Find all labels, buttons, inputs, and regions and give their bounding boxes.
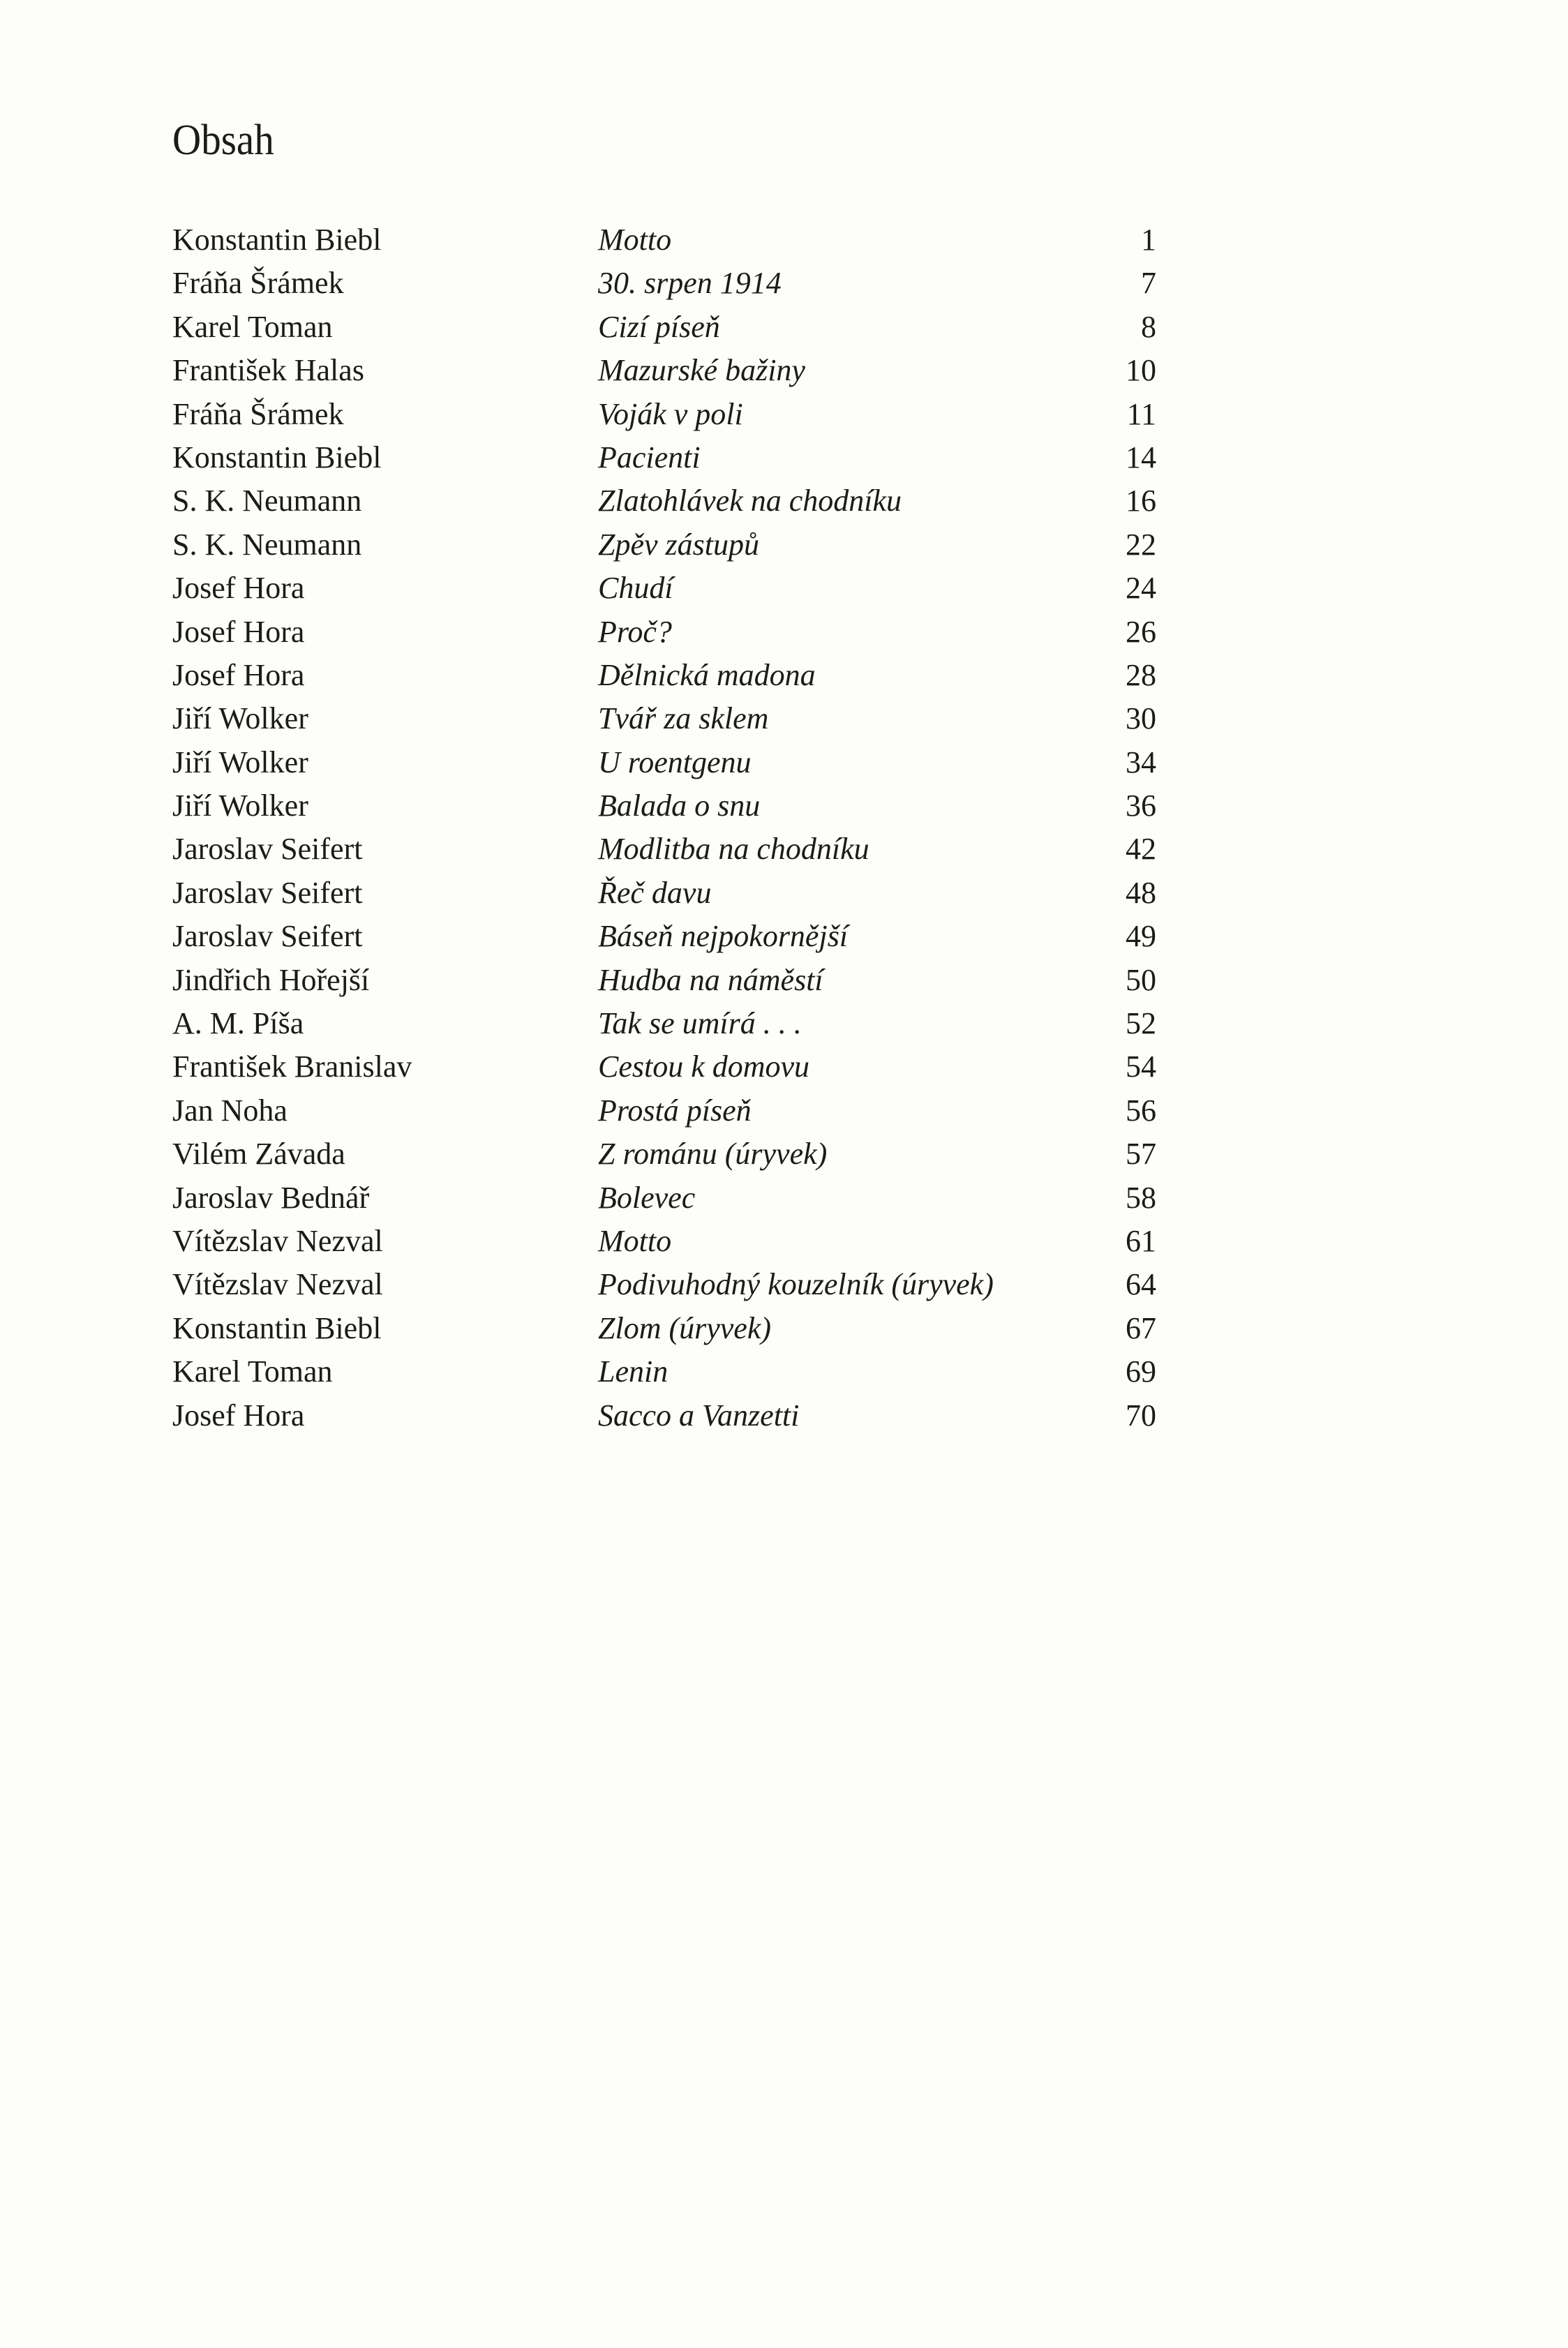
toc-author: František Branislav	[172, 1049, 412, 1084]
toc-poem-title: Motto	[598, 1223, 672, 1258]
toc-author: Josef Hora	[172, 614, 305, 649]
toc-entry	[172, 262, 1156, 305]
toc-page-number: 16	[1126, 484, 1156, 518]
toc-entry	[172, 523, 1156, 567]
toc-entry	[172, 393, 1156, 436]
toc-author: Vítězslav Nezval	[172, 1267, 383, 1302]
toc-entry	[172, 1350, 1156, 1393]
toc-page-number: 8	[1141, 309, 1156, 344]
toc-author: Jaroslav Seifert	[172, 875, 363, 910]
toc-author: Fráňa Šrámek	[172, 396, 344, 431]
toc-page-number: 11	[1126, 396, 1156, 431]
toc-author: Josef Hora	[172, 571, 305, 606]
toc-page-number: 52	[1126, 1006, 1156, 1041]
toc-author: Vilém Závada	[172, 1137, 345, 1172]
toc-author: Jiří Wolker	[172, 745, 308, 779]
toc-poem-title: Dělnická madona	[598, 657, 816, 692]
toc-page-number: 24	[1126, 571, 1156, 606]
toc-entry	[172, 915, 1156, 958]
toc-author: Konstantin Biebl	[172, 440, 382, 474]
toc-poem-title: Chudí	[598, 571, 673, 606]
toc-page-number: 70	[1126, 1398, 1156, 1433]
toc-author: Karel Toman	[172, 309, 333, 344]
toc-entry	[172, 1089, 1156, 1132]
toc-entry	[172, 479, 1156, 523]
toc-entry	[172, 1132, 1156, 1176]
toc-page-number: 36	[1126, 788, 1156, 823]
toc-page-number: 26	[1126, 614, 1156, 649]
page-title: Obsah	[172, 117, 274, 164]
toc-author: Jaroslav Seifert	[172, 832, 363, 867]
toc-poem-title: U roentgenu	[598, 745, 752, 779]
toc-poem-title: Zlom (úryvek)	[598, 1310, 772, 1345]
toc-entry	[172, 349, 1156, 392]
toc-entry	[172, 741, 1156, 784]
toc-author: Jindřich Hořejší	[172, 962, 370, 997]
toc-entry	[172, 1263, 1156, 1306]
toc-poem-title: Podivuhodný kouzelník (úryvek)	[598, 1267, 994, 1302]
toc-poem-title: Bolevec	[598, 1180, 696, 1215]
toc-page-number: 10	[1126, 353, 1156, 388]
toc-page-number: 22	[1126, 527, 1156, 562]
toc-poem-title: Tak se umírá . . .	[598, 1006, 802, 1041]
toc-entry	[172, 436, 1156, 479]
toc-entry	[172, 697, 1156, 740]
toc-page-number: 49	[1126, 919, 1156, 954]
toc-entry	[172, 828, 1156, 871]
toc-page-number: 42	[1126, 832, 1156, 867]
toc-author: Jiří Wolker	[172, 788, 308, 823]
toc-page-number: 57	[1126, 1137, 1156, 1172]
toc-author: S. K. Neumann	[172, 527, 362, 562]
toc-author: Josef Hora	[172, 657, 305, 692]
toc-author: S. K. Neumann	[172, 484, 362, 518]
toc-poem-title: Modlitba na chodníku	[598, 832, 869, 867]
toc-poem-title: Sacco a Vanzetti	[598, 1398, 800, 1433]
toc-page-number: 54	[1126, 1049, 1156, 1084]
toc-poem-title: 30. srpen 1914	[598, 266, 782, 301]
toc-page-number: 1	[1141, 223, 1156, 257]
toc-page-number: 69	[1126, 1354, 1156, 1389]
toc-page-number: 50	[1126, 962, 1156, 997]
toc-poem-title: Mazurské bažiny	[598, 353, 805, 388]
toc-author: Konstantin Biebl	[172, 223, 382, 257]
toc-author: František Halas	[172, 353, 364, 388]
toc-page-number: 28	[1126, 657, 1156, 692]
toc-poem-title: Pacienti	[598, 440, 701, 474]
toc-author: Jan Noha	[172, 1093, 288, 1128]
toc-author: Konstantin Biebl	[172, 1310, 382, 1345]
toc-author: Vítězslav Nezval	[172, 1223, 383, 1258]
toc-author: Jiří Wolker	[172, 701, 308, 736]
toc-page-number: 34	[1126, 745, 1156, 779]
toc-page-number: 14	[1126, 440, 1156, 474]
toc-poem-title: Báseň nejpokornější	[598, 919, 849, 954]
toc-page-number: 30	[1126, 701, 1156, 736]
toc-entry	[172, 218, 1156, 262]
toc-entry	[172, 959, 1156, 1002]
toc-page-number: 7	[1141, 266, 1156, 301]
toc-poem-title: Řeč davu	[598, 875, 712, 910]
toc-author: Karel Toman	[172, 1354, 333, 1389]
toc-poem-title: Proč?	[598, 614, 672, 649]
toc-page-number: 67	[1126, 1310, 1156, 1345]
toc-entry	[172, 654, 1156, 697]
toc-entry	[172, 1220, 1156, 1263]
toc-poem-title: Zlatohlávek na chodníku	[598, 484, 902, 518]
toc-poem-title: Cestou k domovu	[598, 1049, 810, 1084]
toc-poem-title: Hudba na náměstí	[598, 962, 823, 997]
toc-poem-title: Motto	[598, 223, 672, 257]
toc-entry	[172, 1176, 1156, 1220]
toc-poem-title: Lenin	[598, 1354, 669, 1389]
toc-entry	[172, 611, 1156, 654]
toc-page-number: 48	[1126, 875, 1156, 910]
toc-entry	[172, 872, 1156, 915]
toc-poem-title: Balada o snu	[598, 788, 761, 823]
toc-author: Josef Hora	[172, 1398, 305, 1433]
toc-author: A. M. Píša	[172, 1006, 304, 1041]
toc-entry	[172, 1045, 1156, 1089]
toc-page-number: 64	[1126, 1267, 1156, 1302]
toc-page-number: 56	[1126, 1093, 1156, 1128]
toc-poem-title: Z románu (úryvek)	[598, 1137, 828, 1172]
table-of-contents	[172, 218, 1156, 1437]
toc-poem-title: Cizí píseň	[598, 309, 720, 344]
toc-author: Jaroslav Seifert	[172, 919, 363, 954]
toc-author: Fráňa Šrámek	[172, 266, 344, 301]
toc-author: Jaroslav Bednář	[172, 1180, 370, 1215]
toc-page-number: 58	[1126, 1180, 1156, 1215]
toc-page-number: 61	[1126, 1223, 1156, 1258]
toc-entry	[172, 567, 1156, 610]
toc-entry	[172, 1002, 1156, 1045]
toc-poem-title: Zpěv zástupů	[598, 527, 759, 562]
toc-poem-title: Tvář za sklem	[598, 701, 769, 736]
toc-entry	[172, 784, 1156, 828]
toc-entry	[172, 1307, 1156, 1350]
toc-poem-title: Voják v poli	[598, 396, 743, 431]
toc-entry	[172, 306, 1156, 349]
toc-entry	[172, 1394, 1156, 1437]
toc-poem-title: Prostá píseň	[598, 1093, 752, 1128]
